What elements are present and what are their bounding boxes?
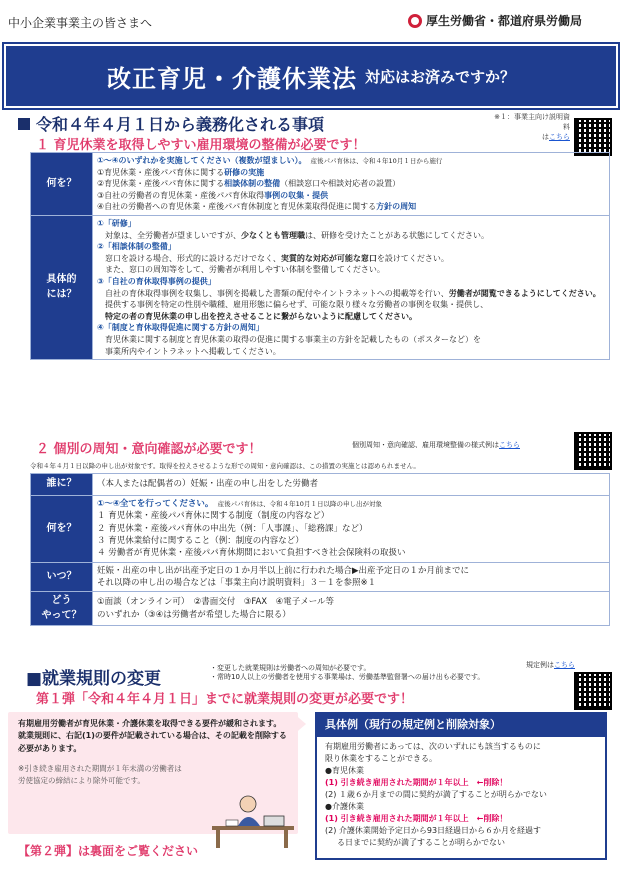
when-text2: それ以降の申し出の場合などは「事業主向け説明資料」３－１を参照※１ [97, 577, 377, 588]
form-note: 個別周知・意向確認、雇用環境整備の様式例はこちら [352, 441, 520, 449]
rules-title: ■就業規則の変更 [26, 669, 162, 689]
rules-banner: 第１弾「令和４年４月１日」までに就業規則の変更が必要です！ [36, 692, 414, 707]
delete-mark: ←削除！ [476, 813, 508, 823]
how2-text1: 窓口を設ける場合、形式的に設けるだけでなく、実質的な対応が可能な窓口を設けてください。 [105, 253, 449, 263]
who-cell: （本人または配偶者の）妊娠・出産の申し出をした労働者 [93, 474, 610, 496]
how2-text2: のいずれか（③④は労働者が希望した場合に限る） [97, 609, 291, 620]
how3-text1: 自社の育休取得事例を収集し、事例を掲載した書類の配付やイントラネットへの掲載等を行い、労働者が閲覧できるようにしてください。 [105, 288, 601, 298]
how1-title: ①「研修」 [97, 218, 136, 228]
what2-item: １ 育児休業・産後パパ育休に関する制度（制度の内容など） [97, 511, 330, 522]
left-p1: 有期雇用労働者が育児休業・介護休業を取得できる要件が緩和されます。 [18, 719, 282, 728]
ex-lead1: 有期雇用労働者にあっては、次のいずれにも該当するものに [325, 741, 541, 751]
what-item: ①育児休業・産後パパ育休に関する研修の実施 [97, 167, 265, 177]
what2-item: ３ 育児休業給付に関すること（例：制度の内容など） [97, 535, 304, 546]
section2-subheading: ２ 個別の周知・意向確認が必要です！ [36, 442, 262, 457]
square-bullet-icon [18, 118, 30, 130]
ex-n2b: る日までに契約が満了することが明らかでない [337, 837, 505, 847]
rules-notes [210, 664, 484, 683]
what-label-2: 何を？ [31, 496, 93, 563]
what-cell-2 [93, 496, 610, 563]
example-title: 具体例（現行の規定例と削除対象） [317, 714, 605, 737]
section1-title [18, 112, 324, 135]
sample-note: 規定例はこちら [526, 661, 575, 669]
what-item: ②育児休業・産後パパ育休に関する相談体制の整備（相談窓口や相談対応者の設置） [97, 179, 401, 189]
delete-mark: ←削除！ [476, 777, 508, 787]
what-lead: ①～④のいずれかを実施してください（複数が望ましい）。 [97, 156, 303, 165]
how3-text3: 特定の者の育児休業の申し出を控えさせることに繋がらないように配慮してください。 [105, 311, 417, 321]
ministry-label: 厚生労働省・都道府県労働局 [426, 14, 583, 28]
how2-text2: また、窓口の周知等をして、労働者が利用しやすい体制を整備してください。 [105, 265, 385, 275]
what-item: ③自社の労働者の育児休業・産後パパ育休取得事例の収集・提供 [97, 190, 329, 200]
section1-title-text: 令和４年４月１日から義務化される事項 [36, 115, 325, 134]
example-box [315, 712, 607, 860]
section1-table [30, 152, 610, 360]
back-page-note: 【第２弾】は裏面をご覧ください [18, 844, 199, 858]
title-banner [4, 44, 618, 108]
what-item: ④自社の労働者への育児休業・産後パパ育休制度と育児休業取得促進に関する方針の周知 [97, 202, 417, 212]
section2-table [30, 473, 610, 626]
how4-text2: 事業所内やイントラネットへ掲載してください。 [105, 346, 281, 356]
how-cell [93, 215, 610, 359]
qr-code-icon[interactable] [574, 118, 612, 156]
rules-note1: ・変更した就業規則は労働者への周知が必要です。 [210, 664, 371, 672]
how4-text1: 育児休業に関する制度と育児休業の取得の促進に関する事業主の方針を記載したもの（ポスターなど）を [105, 334, 481, 344]
office-worker-illustration [208, 790, 298, 850]
who-label: 誰に？ [31, 474, 93, 496]
ex-cc2: (2) １歳６か月までの間に契約が満了することが明らかでない [325, 789, 547, 799]
qr-code-icon[interactable] [574, 672, 612, 710]
form-link[interactable]: こちら [499, 441, 520, 449]
explanatory-link[interactable]: こちら [549, 133, 570, 141]
arrow-right-icon [292, 712, 306, 736]
ex-n1: (1) 引き続き雇用された期間が１年以上 [325, 813, 469, 823]
how2-title: ②「相談体制の整備」 [97, 242, 176, 252]
left-p2: 就業規則に、右記(1)の要件が記載されている場合は、その記載を削除する必要があります。 [18, 731, 287, 753]
banner-subtitle: 対応はお済みですか？ [364, 67, 515, 86]
sample-link[interactable]: こちら [554, 661, 575, 669]
note-line1: ※１：事業主向け説明資料 [494, 113, 570, 131]
left-note2: 労使協定の締結により除外可能です。 [18, 775, 145, 785]
applies-note: 令和４年４月１日以降の申し出が対象です。取得を控えさせるような形での周知・意向確認は、この措置の実施とは認められません。 [30, 462, 420, 470]
what2-lead: ①～④全てを行ってください。 [97, 499, 210, 509]
how-cell-2 [93, 592, 610, 626]
what2-item: ２ 育児休業・産後パパ育休の申出先（例：「人事課」、「総務課」など） [97, 523, 368, 534]
qr-code-icon[interactable] [574, 432, 612, 470]
when-cell [93, 562, 610, 592]
what-cell [93, 153, 610, 216]
how-label: 具体的 には？ [31, 215, 93, 359]
what-lead-note: 産後パパ育休は、令和４年10月１日から施行 [310, 157, 443, 165]
section1-subheading: １ 育児休業を取得しやすい雇用環境の整備が必要です！ [36, 138, 366, 153]
ex-cc1: (1) 引き続き雇用された期間が１年以上 [325, 777, 469, 787]
ministry-logo-icon [408, 14, 422, 28]
what2-item: ４ 労働者が育児休業・産後パパ育休期間において負担すべき社会保険料の取扱い [97, 548, 406, 559]
what-label: 何を？ [31, 153, 93, 216]
when-text1: 妊娠・出産の申し出が出産予定日の１か月半以上前に行われた場合▶出産予定日の１か月前までに [97, 565, 470, 576]
note-line2: は [542, 133, 549, 141]
how-label-2: どう やって？ [31, 592, 93, 626]
how3-text2: 提供する事例を特定の性別や職種、雇用形態に偏らせず、可能な限り様々な労働者の事例を収集・提供し、 [105, 300, 489, 310]
how3-title: ③「自社の育休取得事例の提供」 [97, 276, 216, 286]
banner-title: 改正育児・介護休業法 [106, 64, 357, 93]
what2-note: 産後パパ育休は、令和４年10月１日以降の申し出が対象 [217, 500, 382, 508]
ex-nursing: ●介護休業 [325, 801, 364, 811]
left-note1: ※引き続き雇用された期間が１年未満の労働者は [18, 764, 182, 774]
how1-text: 対象は、全労働者が望ましいですが、少なくとも管理職は、研修を受けたことがある状態にしてください。 [105, 230, 489, 240]
how4-title: ④「制度と育休取得促進に関する方針の周知」 [97, 323, 264, 333]
how2-text1: ①面談（オンライン可） ②書面交付 ③FAX ④電子メール等 [97, 597, 335, 608]
ex-lead2: 限り休業をすることができる。 [325, 753, 437, 763]
ex-childcare: ●育児休業 [325, 765, 364, 775]
ministry-name [408, 12, 582, 29]
explanatory-note [490, 112, 570, 142]
rules-note2: ・常時10人以上の労働者を使用する事業場は、労働基準監督署への届け出も必要です。 [210, 673, 485, 682]
when-label: いつ？ [31, 562, 93, 592]
ex-n2a: (2) 介護休業開始予定日から93日経過日から６か月を経過す [325, 825, 542, 835]
audience-text: 中小企業事業主の皆さまへ [8, 16, 153, 30]
